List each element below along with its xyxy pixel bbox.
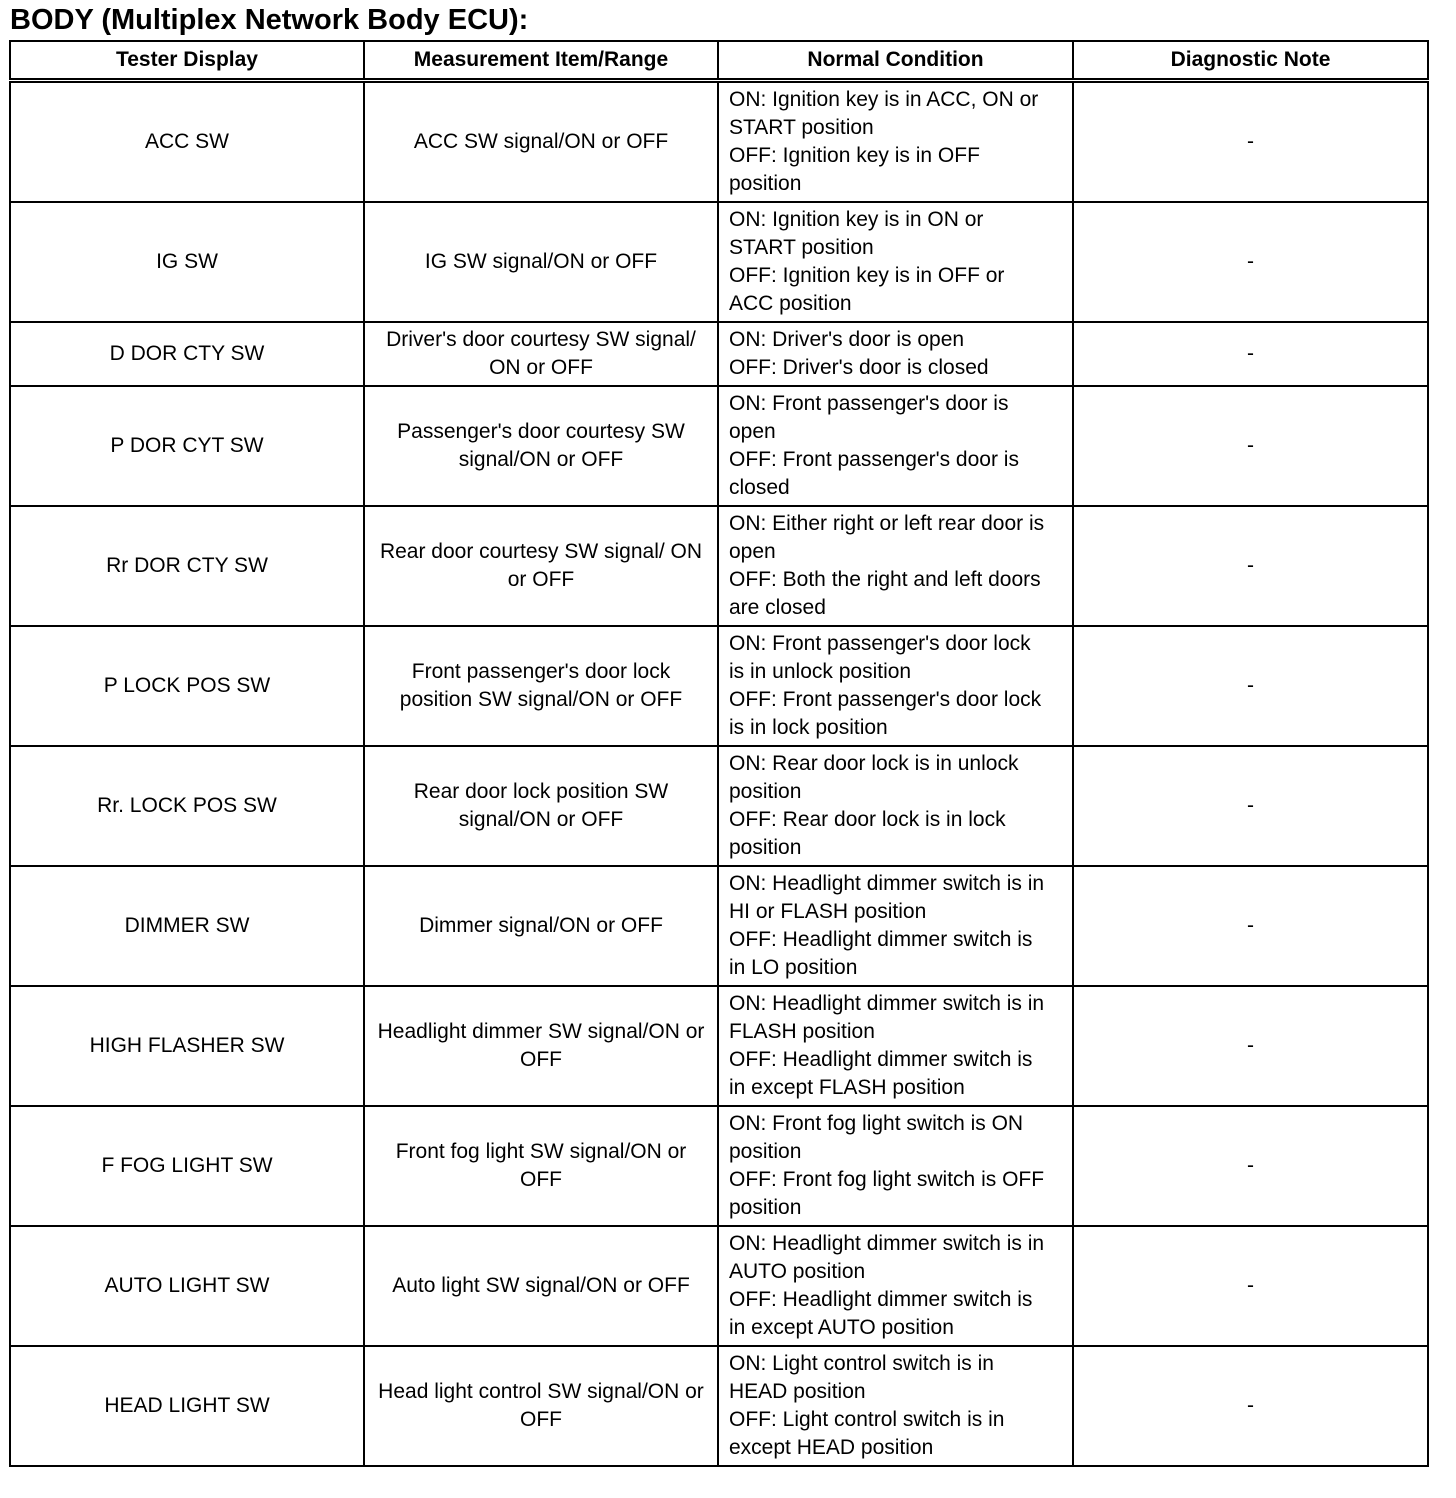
normal-condition-cell <box>718 202 1073 322</box>
normal-condition-line: position <box>729 836 802 859</box>
measurement-cell: Driver's door courtesy SW signal/ ON or OFF <box>364 322 718 386</box>
normal-condition-line: position <box>729 1196 802 1219</box>
normal-condition-line: ON: Either right or left rear door is <box>729 512 1045 535</box>
table-row <box>10 866 1428 986</box>
measurement-cell: Dimmer signal/ON or OFF <box>364 866 718 986</box>
table-body <box>10 81 1428 1467</box>
table-row <box>10 1226 1428 1346</box>
measurement-cell: Headlight dimmer SW signal/ON or OFF <box>364 986 718 1106</box>
normal-condition-line: open <box>729 540 776 563</box>
normal-condition-line: in except FLASH position <box>729 1076 965 1099</box>
tester-display-cell: D DOR CTY SW <box>10 322 364 386</box>
normal-condition-line: OFF: Headlight dimmer switch is <box>729 1048 1033 1071</box>
tester-display-cell: Rr. LOCK POS SW <box>10 746 364 866</box>
diagnostic-note-cell: - <box>1073 626 1428 746</box>
diagnostic-note-cell: - <box>1073 322 1428 386</box>
normal-condition-line: OFF: Front passenger's door lock <box>729 688 1042 711</box>
column-header-diagnostic-note: Diagnostic Note <box>1073 41 1428 81</box>
normal-condition-line: FLASH position <box>729 1020 875 1043</box>
table-row <box>10 986 1428 1106</box>
normal-condition-cell <box>718 1106 1073 1226</box>
normal-condition-cell <box>718 986 1073 1106</box>
tester-display-cell: HIGH FLASHER SW <box>10 986 364 1106</box>
normal-condition-line: OFF: Headlight dimmer switch is <box>729 1288 1033 1311</box>
table-row <box>10 81 1428 203</box>
column-header-measurement: Measurement Item/Range <box>364 41 718 81</box>
normal-condition-line: OFF: Front fog light switch is OFF <box>729 1168 1045 1191</box>
normal-condition-line: ON: Headlight dimmer switch is in <box>729 872 1045 895</box>
diagnostic-note-cell: - <box>1073 1106 1428 1226</box>
diagnostic-note-cell: - <box>1073 1346 1428 1466</box>
normal-condition-line: OFF: Front passenger's door is <box>729 448 1019 471</box>
normal-condition-line: ON: Front passenger's door is <box>729 392 1009 415</box>
table-header-row <box>10 41 1428 81</box>
normal-condition-line: position <box>729 172 802 195</box>
normal-condition-line: AUTO position <box>729 1260 866 1283</box>
measurement-cell: ACC SW signal/ON or OFF <box>364 81 718 203</box>
normal-condition-line: OFF: Rear door lock is in lock <box>729 808 1006 831</box>
table-row <box>10 626 1428 746</box>
normal-condition-line: open <box>729 420 776 443</box>
table-row <box>10 386 1428 506</box>
normal-condition-line: in except AUTO position <box>729 1316 954 1339</box>
tester-display-cell: IG SW <box>10 202 364 322</box>
normal-condition-line: OFF: Headlight dimmer switch is <box>729 928 1033 951</box>
normal-condition-cell <box>718 1226 1073 1346</box>
column-header-tester-display: Tester Display <box>10 41 364 81</box>
tester-display-cell: AUTO LIGHT SW <box>10 1226 364 1346</box>
diagnostic-note-cell: - <box>1073 386 1428 506</box>
normal-condition-cell <box>718 1346 1073 1466</box>
page-title: BODY (Multiplex Network Body ECU): <box>10 4 529 36</box>
diagnostic-note-cell: - <box>1073 986 1428 1106</box>
normal-condition-line: ON: Ignition key is in ACC, ON or <box>729 88 1039 111</box>
measurement-cell: Rear door lock position SW signal/ON or OFF <box>364 746 718 866</box>
normal-condition-line: ON: Ignition key is in ON or <box>729 208 984 231</box>
table-row <box>10 1346 1428 1466</box>
column-header-normal-condition: Normal Condition <box>718 41 1073 81</box>
normal-condition-cell <box>718 81 1073 203</box>
normal-condition-line: START position <box>729 116 874 139</box>
normal-condition-line: position <box>729 1140 802 1163</box>
tester-display-cell: Rr DOR CTY SW <box>10 506 364 626</box>
normal-condition-line: ON: Headlight dimmer switch is in <box>729 1232 1045 1255</box>
normal-condition-cell <box>718 626 1073 746</box>
normal-condition-cell <box>718 386 1073 506</box>
measurement-cell: Rear door courtesy SW signal/ ON or OFF <box>364 506 718 626</box>
tester-display-cell: F FOG LIGHT SW <box>10 1106 364 1226</box>
normal-condition-line: ON: Driver's door is open <box>729 328 965 351</box>
table-row <box>10 746 1428 866</box>
table-row <box>10 322 1428 386</box>
measurement-cell: Head light control SW signal/ON or OFF <box>364 1346 718 1466</box>
normal-condition-line: HI or FLASH position <box>729 900 927 923</box>
normal-condition-line: closed <box>729 476 790 499</box>
table-row <box>10 1106 1428 1226</box>
normal-condition-line: is in lock position <box>729 716 888 739</box>
diagnostic-note-cell: - <box>1073 81 1428 203</box>
normal-condition-line: ON: Front fog light switch is ON <box>729 1112 1024 1135</box>
measurement-cell: Front fog light SW signal/ON or OFF <box>364 1106 718 1226</box>
measurement-cell: IG SW signal/ON or OFF <box>364 202 718 322</box>
normal-condition-cell <box>718 746 1073 866</box>
tester-display-cell: P DOR CYT SW <box>10 386 364 506</box>
normal-condition-line: OFF: Both the right and left doors <box>729 568 1041 591</box>
diagnostic-note-cell: - <box>1073 866 1428 986</box>
data-table <box>9 40 1429 1467</box>
tester-display-cell: P LOCK POS SW <box>10 626 364 746</box>
normal-condition-line: ON: Light control switch is in <box>729 1352 994 1375</box>
diagnostic-note-cell: - <box>1073 746 1428 866</box>
measurement-cell: Front passenger's door lock position SW signal/ON or OFF <box>364 626 718 746</box>
normal-condition-line: OFF: Light control switch is in <box>729 1408 1005 1431</box>
measurement-cell: Auto light SW signal/ON or OFF <box>364 1226 718 1346</box>
normal-condition-line: ON: Front passenger's door lock <box>729 632 1031 655</box>
normal-condition-line: OFF: Driver's door is closed <box>729 356 989 379</box>
normal-condition-cell <box>718 506 1073 626</box>
diagnostic-note-cell: - <box>1073 506 1428 626</box>
normal-condition-line: OFF: Ignition key is in OFF or <box>729 264 1005 287</box>
normal-condition-line: START position <box>729 236 874 259</box>
normal-condition-line: OFF: Ignition key is in OFF <box>729 144 980 167</box>
tester-display-cell: DIMMER SW <box>10 866 364 986</box>
normal-condition-line: position <box>729 780 802 803</box>
normal-condition-cell <box>718 866 1073 986</box>
normal-condition-cell <box>718 322 1073 386</box>
table-row <box>10 202 1428 322</box>
normal-condition-line: are closed <box>729 596 826 619</box>
diagnostic-note-cell: - <box>1073 1226 1428 1346</box>
tester-display-cell: ACC SW <box>10 81 364 203</box>
normal-condition-line: in LO position <box>729 956 858 979</box>
normal-condition-line: ON: Headlight dimmer switch is in <box>729 992 1045 1015</box>
normal-condition-line: except HEAD position <box>729 1436 934 1459</box>
normal-condition-line: is in unlock position <box>729 660 912 683</box>
normal-condition-line: HEAD position <box>729 1380 866 1403</box>
diagnostic-note-cell: - <box>1073 202 1428 322</box>
normal-condition-line: ON: Rear door lock is in unlock <box>729 752 1019 775</box>
normal-condition-line: ACC position <box>729 292 852 315</box>
tester-display-cell: HEAD LIGHT SW <box>10 1346 364 1466</box>
measurement-cell: Passenger's door courtesy SW signal/ON or OFF <box>364 386 718 506</box>
table-row <box>10 506 1428 626</box>
